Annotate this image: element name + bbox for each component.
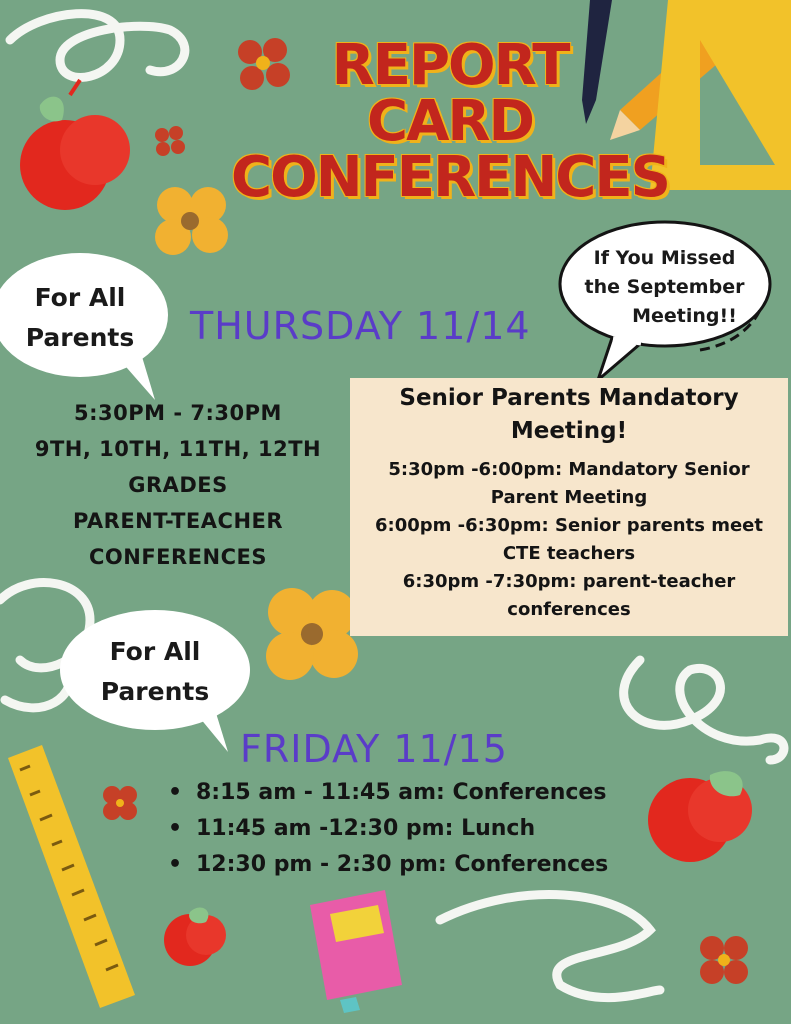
friday-audience-label: For All Parents: [100, 637, 210, 706]
detail-line: 5:30PM - 7:30PM: [74, 401, 282, 425]
schedule-line: Parent Meeting: [490, 487, 648, 508]
list-item: • 8:15 am - 11:45 am: Conferences: [168, 775, 608, 811]
friday-heading: FRIDAY 11/15: [240, 727, 508, 771]
detail-line: CONFERENCES: [88, 545, 267, 569]
flower-icon: [266, 588, 358, 680]
list-item: • 12:30 pm - 2:30 pm: Conferences: [168, 847, 608, 883]
page-title: [200, 33, 700, 210]
apple-icon: [648, 771, 752, 862]
ruler-icon: [8, 745, 135, 1008]
detail-line: GRADES: [128, 473, 228, 497]
schedule-line: CTE teachers: [502, 543, 636, 564]
title-line: CARD: [366, 89, 534, 154]
title-line: REPORT: [331, 33, 569, 98]
senior-meeting-schedule: [350, 456, 788, 624]
thursday-details: [18, 395, 338, 575]
friday-schedule: [168, 775, 608, 883]
apple-icon: [20, 80, 130, 210]
senior-meeting-box: [350, 378, 788, 636]
flower-icon: [155, 126, 185, 156]
thursday-heading: THURSDAY 11/14: [190, 304, 531, 348]
missed-meeting-label: If You Missed the September Meeting!!: [584, 247, 745, 327]
detail-line: PARENT-TEACHER: [72, 509, 284, 533]
book-icon: [310, 890, 402, 1013]
flower-icon: [103, 786, 137, 820]
apple-icon: [164, 907, 226, 966]
detail-line: 9TH, 10TH, 11TH, 12TH: [34, 437, 322, 461]
list-item: • 11:45 am -12:30 pm: Lunch: [168, 811, 608, 847]
flower-icon: [700, 936, 748, 984]
thursday-audience-label: For All Parents: [25, 283, 135, 352]
senior-meeting-title: Senior Parents Mandatory Meeting!: [399, 385, 739, 444]
schedule-line: 5:30pm -6:00pm: Mandatory Senior: [388, 459, 750, 480]
schedule-line: 6:30pm -7:30pm: parent-teacher: [402, 571, 736, 592]
schedule-line: 6:00pm -6:30pm: Senior parents meet: [375, 515, 763, 536]
schedule-line: conferences: [507, 599, 631, 620]
title-line: CONFERENCES: [230, 145, 669, 210]
